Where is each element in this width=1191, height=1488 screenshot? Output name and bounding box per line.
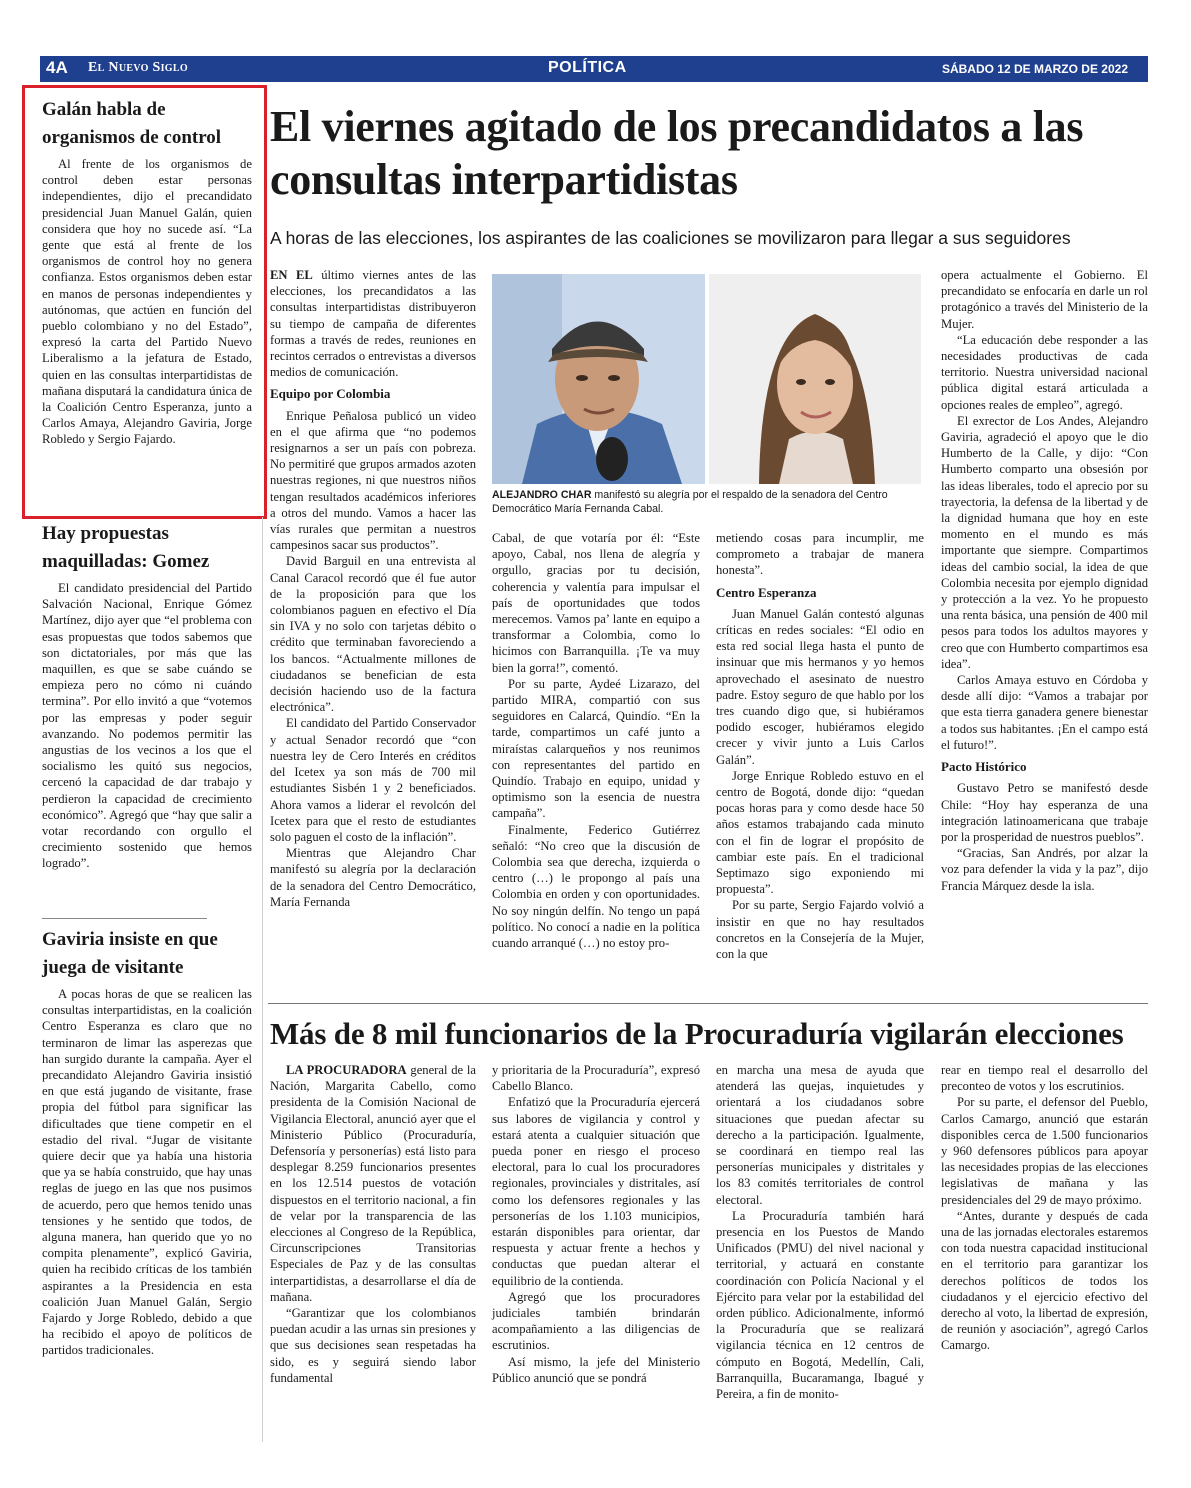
paragraph: Carlos Amaya estuvo en Córdoba y desde allí dijo: “Vamos a trabajar por que esta tierra ganadera genere bienestar a todos sus habitantes. ¡En el campo está el futuro!”. (941, 673, 1148, 752)
paragraph: y prioritaria de la Procuraduría”, expresó Cabello Blanco. (492, 1063, 700, 1094)
paragraph: metiendo cosas para incumplir, me comprometo a trabajar de manera honesta”. (716, 531, 924, 578)
lead-paragraph: EN EL último viernes antes de las elecciones, los precandidatos a las consultas interpartidistas distribuyeron su tiempo de campaña de diferentes formas a través de redes, reuniones en recintos cerrados o entrevistas a diversos medios de comunicación. (270, 268, 476, 380)
paragraph: Gustavo Petro se manifestó desde Chile: “Hoy hay esperanza de una integración latinoamericana que trabaje por la prosperidad de nuestros pueblos”. (941, 781, 1148, 844)
paragraph: Cabal, de que votaría por él: “Este apoyo, Cabal, nos llena de alegría y orgullo, gracias por tu decisión, coherencia y valentía para impulsar el país de oportunidades que todos merecemos. Vamos pa’ lante en equipo a transformar a Colombia, como lo hicimos con Barranquilla. ¡Te va muy bien la gorra!”, comentó. (492, 531, 700, 675)
sidebar-headline: Gaviria insiste en que juega de visitante (42, 929, 218, 978)
paragraph: “Antes, durante y después de cada una de las jornadas electorales estaremos con toda nuestra capacidad institucional en el territorio para garantizar los derechos políticos de todos los ciudadanos y el ejercicio efectivo del derecho al voto, la libertad de expresión, de reunión y asociación”, agregó Carlos Camargo. (941, 1208, 1148, 1353)
paragraph: Juan Manuel Galán contestó algunas críticas en redes sociales: “El odio en esta red social llega hasta el punto de insinuar que mis hermanos y yo hemos aprovechado el asesinato de nuestro padre. Estoy seguro de que hablo por los tres cuando digo que, si hubiéramos podido escoger, hubiéramos elegido crecer y vivir junto a Luis Carlos Galán”. (716, 606, 924, 767)
sidebar-headline: Hay propuestas maquilladas: Gomez (42, 523, 210, 572)
article-column-1 (270, 267, 476, 910)
article-headline: El viernes agitado de los precandidatos a las consultas interpartidistas (270, 102, 1084, 204)
paragraph: La Procuraduría también hará presencia en los Puestos de Mando Unificados (PMU) del nivel nacional y territorial, y actuará en constante coordinación con Policía Nacional y el Ejército para velar por la estabilidad del orden público. Adicionalmente, informó la Procuraduría que se realizará vigilancia técnica en 12 centros de cómputo en Bogotá, Medellín, Cali, Barranquilla, Bucaramanga, Ibagué y Pereira, a fin de monito- (716, 1208, 924, 1402)
subheading: Pacto Histórico (941, 759, 1027, 775)
article2-column-3 (716, 1062, 924, 1402)
paragraph: Jorge Enrique Robledo estuvo en el centro de Bogotá, donde dijo: “quedan pocas horas para y como desde hace 50 años estamos trabajando cada minuto con el fin de lograr el propósito de cambiar este país. En el tradicional Septimazo sigo exponiendo mi propuesta”. (716, 768, 924, 897)
sidebar-story-gomez (42, 520, 252, 872)
paragraph: rear en tiempo real el desarrollo del preconteo de votos y los escrutinios. (941, 1063, 1148, 1094)
article2-column-4 (941, 1062, 1148, 1354)
sidebar-divider (42, 918, 207, 919)
paragraph: Enrique Peñalosa publicó un video en el que afirma que “no podemos resignarnos a ser un país con pobreza. No permitiré que grupos armados azoten nuestras regiones, ni que nuestros niños tengan resultados académicos inferiores a otros del mundo. Vamos a hacer las vías rurales que permitan a nuestros campesinos sacar sus productos”. (270, 408, 476, 553)
article2-column-1 (270, 1062, 476, 1386)
paragraph: El exrector de Los Andes, Alejandro Gaviria, agradeció el apoyo que le dio Humberto de la Calle, y dijo: “Con Humberto comparto una obsesión por las ideas liberales, todo el aprecio por su trayectoria, la defensa de la libertad y de la dignidad humana que hoy en este momento en el mundo es más importante que siempre. Compartimos ideas del cambio social, la idea de que Colombia necesita por ejemplo dignidad y protección a la vez. Yo he propuesto una renta básica, una pensión de 400 mil pesos para todos los adultos mayores y creo que con Humberto compartimos esa idea”. (941, 413, 1148, 671)
paragraph: Enfatizó que la Procuraduría ejercerá sus labores de vigilancia y control y estará atenta a cualquier situación que pueda poner en riesgo el proceso electoral, para lo cual los procuradores regionales, provinciales y distritales, así como los defensores regionales y las personerías de los 1.103 municipios, estarán disponibles para orientar, dar respuesta y actuar frente a hechos y conductas que puedan alterar el equilibrio de la contienda. (492, 1095, 700, 1288)
article-subtitle: A horas de las elecciones, los aspirantes de las coaliciones se movilizaron para llegar a sus seguidores (270, 228, 1071, 248)
article-column-2 (492, 530, 700, 951)
lead-caps: LA PROCURADORA (286, 1063, 407, 1077)
sidebar-headline: Galán habla de organismos de control (42, 99, 222, 148)
portrait-woman-illustration (709, 274, 921, 484)
photo-caption: ALEJANDRO CHAR manifestó su alegría por el respaldo de la senadora del Centro Democrático María Fernanda Cabal. (492, 489, 888, 515)
section-divider (268, 1003, 1148, 1004)
newspaper-name: El Nuevo Siglo (88, 60, 188, 75)
article-column-4 (941, 267, 1148, 894)
issue-date: SÁBADO 12 DE MARZO DE 2022 (941, 62, 1128, 76)
sidebar-body: El candidato presidencial del Partido Salvación Nacional, Enrique Gómez Martínez, dijo ayer que “el problema con esas propuestas que todos sabemos que son dictatoriales, por más que las maquillen, es que se sabe cuándo se empieza pero no cómo ni cuándo termina”. Por ello invitó a que “votemos por las empresas y poder seguir avanzando. No podemos permitir las angustias de los vecinos a los que el socialismo les quitó sus negocios, cercenó la capacidad de dar trabajo y perdieron la capacidad de crecimiento económico”. Agregó que “hay que salir a votar recordando con orgullo el crecimiento sostenido que hemos logrado”. (42, 581, 252, 871)
article2-column-2 (492, 1062, 700, 1386)
paragraph: Por su parte, Sergio Fajardo volvió a insistir en que no hay resultados concretos en la Consejería de la Mujer, con la que (716, 898, 924, 962)
lead-paragraph: LA PROCURADORA general de la Nación, Margarita Cabello, como presidenta de la Comisión Nacional de Vigilancia Electoral, anunció ayer que el Ministerio Público (Procuraduría, Defensoría y personerías) está listo para desplegar 8.259 funcionarios presentes en los 12.514 puestos de votación dispuestos en el territorio nacional, a fin de velar por la transparencia de las elecciones al Congreso de la República, Circunscripciones Transitorias Especiales de Paz y de las consultas interpartidistas, a desarrollarse el día de mañana. (270, 1063, 476, 1304)
sidebar-story-galan (42, 96, 252, 448)
paragraph: El candidato del Partido Conservador y actual Senador recordó que “con nuestra ley de Cero Interés en créditos del Icetex ya son más de 700 mil estudiantes Sisbén 1 y 2 beneficiados. Ahora vamos a liderar el revolcón del Icetex para que el resto de estudiantes solo paguen el costo de la inflación”. (270, 716, 476, 844)
paragraph: Así mismo, la jefe del Ministerio Público anunció que se pondrá (492, 1354, 700, 1385)
paragraph: Por su parte, el defensor del Pueblo, Carlos Camargo, anunció que estarán disponibles cerca de 1.500 funcionarios y 960 defensores públicos para apoyar las necesidades propias de las elecciones legislativas de mañana y las presidenciales del 29 de mayo próximo. (941, 1095, 1148, 1207)
lead-caps: EN EL (270, 268, 313, 282)
article-headline: Más de 8 mil funcionarios de la Procuraduría vigilarán elecciones (270, 1016, 1124, 1051)
subheading: Equipo por Colombia (270, 386, 391, 402)
subheading: Centro Esperanza (716, 584, 817, 600)
photo-maria-fernanda-cabal (709, 274, 921, 484)
sidebar-body: Al frente de los organismos de control deben estar personas independientes, dijo el precandidato presidencial Juan Manuel Galán, quien considera que hoy no sucede así. “La gente que está al frente de los organismos de control hoy no genera confianza. Estos organismos deben estar en manos de personas independientes y autónomas, que actúen en función del pueblo colombiano y no del Estado”, expresó la carta del Partido Nuevo Liberalismo a la jefatura de Estado, quien en las consultas interpartidistas de mañana disputará la candidatura única de la Coalición Centro Esperanza, junto a Carlos Amaya, Alejandro Gaviria, Jorge Robledo y Sergio Fajardo. (42, 157, 252, 447)
photo-alejandro-char (492, 274, 705, 484)
column-rule (262, 517, 263, 1442)
paragraph: Por su parte, Aydeé Lizarazo, del partido MIRA, compartió con sus seguidores en Calarcá, Quindío. “En la tarde, compartimos un café junto a miraístas calarqueños y nos reunimos con representantes del partido en Quindío. Trabajo en equipo, unidad y optimismo son la esencia de nuestra campaña”. (492, 676, 700, 821)
paragraph: “Garantizar que los colombianos puedan acudir a las urnas sin presiones y que sus decisiones sean respetadas ha sido, es y seguirá siendo labor fundamental (270, 1306, 476, 1385)
page-header-bar (40, 56, 1148, 82)
paragraph: Finalmente, Federico Gutiérrez señaló: “No creo que la discusión de Colombia sea que derecha, izquierda o centro (…) le propongo al país una Colombia en orden y con oportunidades. No soy ningún delfín. No tengo un papá político. No conocí a nadie en la política cuando arranqué (…) no estoy pro- (492, 822, 700, 951)
page-number: 4A (46, 58, 68, 77)
paragraph: Mientras que Alejandro Char manifestó su alegría por la declaración de la senadora del Centro Democrático, María Fernanda (270, 846, 476, 909)
sidebar-story-gaviria (42, 926, 252, 1359)
article-column-3 (716, 530, 924, 962)
sidebar-body: A pocas horas de que se realicen las consultas interpartidistas, en la coalición Centro Esperanza es claro que no terminaron de limar las asperezas que han surgido durante la campaña. Ayer el precandidato Alejandro Gaviria insistió en que está jugando de visitante, frase propia del fútbol para significar las dificultades que tiene competir en el estadio del rival. “Jugar de visitante quiere decir que ya había una historia que ya se había construido, que hay unas reglas de juego en las que nos pusimos de acuerdo, pero que hemos tenido unas tensiones y he sentido que todos, de alguna manera, han querido que yo no compita plenamente”, explicó Gaviria, quien ha recibido críticas de los también aspirantes a la Presidencia en esta coalición Juan Manuel Galán, Sergio Fajardo y Jorge Robledo, debido a que ha recibido el apoyo de políticos de partidos tradicionales. (42, 987, 252, 1358)
section-name: POLÍTICA (548, 59, 627, 76)
paragraph: “La educación debe responder a las necesidades productivas de cada territorio. Nuestra universidad nacional pública digital estará articulada a opciones reales de empleo”, agregó. (941, 332, 1148, 412)
paragraph: en marcha una mesa de ayuda que atenderá las quejas, inquietudes y orientará a los ciudadanos sobre situaciones que puedan afectar su derecho a la participación. Igualmente, se coordinará en tiempo real las personerías municipales y distritales y los 83 comités territoriales de control electoral. (716, 1063, 924, 1207)
paragraph: “Gracias, San Andrés, por alzar la voz para defender la vida y la paz”, dijo Francia Márquez desde la isla. (941, 846, 1148, 893)
portrait-man-illustration (492, 274, 705, 484)
paragraph: Agregó que los procuradores judiciales también brindarán acompañamiento a las diligencias de escrutinios. (492, 1289, 700, 1353)
paragraph: opera actualmente el Gobierno. El precandidato se enfocaría en darle un rol protagónico a través del Ministerio de la Mujer. (941, 268, 1148, 331)
paragraph: David Barguil en una entrevista al Canal Caracol recordó que él fue autor de la proposición para que los colombianos paguen en efectivo el Día sin IVA y no solo con tarjetas débito o crédito que terminaban favoreciendo a los bancos. “Actualmente millones de ciudadanos se benefician de esta decisión haciendo uso de la factura electrónica”. (270, 554, 476, 715)
